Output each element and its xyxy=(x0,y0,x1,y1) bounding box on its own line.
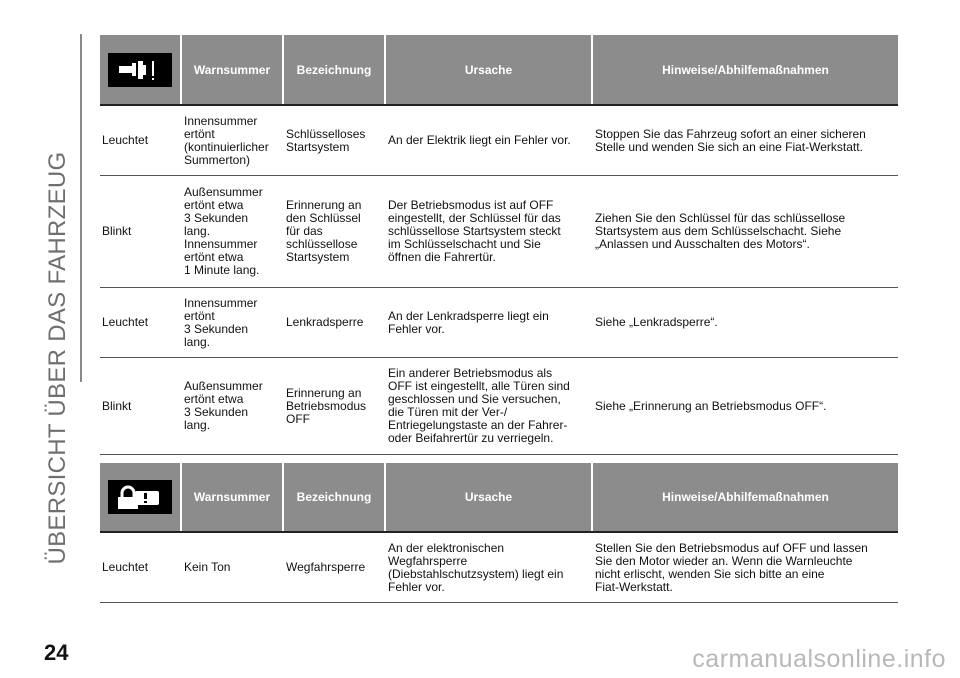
name-cell: Erinnerung an den Schlüssel für das schlüssellose Startsystem xyxy=(286,198,362,264)
buzzer-cell: Innensummer ertönt 3 Sekunden lang. xyxy=(184,295,258,349)
name-cell: Erinnerung an Betriebsmodus OFF xyxy=(286,385,367,426)
cause-cell: Ein anderer Betriebsmodus als OFF ist eingestellt, alle Türen sind geschlossen und Sie versuchen, die Türen mit der Ver-/ Entriegelungstaste an der Fahrer- oder Beifahrertür zu verriegeln. xyxy=(388,366,570,445)
table-row xyxy=(100,176,898,288)
action-cell: Siehe „Erinnerung an Betriebsmodus OFF“. xyxy=(595,398,827,413)
chapter-side-title: ÜBERSICHT ÜBER DAS FAHRZEUG xyxy=(44,151,71,565)
warning-table-immobilizer xyxy=(100,463,898,603)
status-cell: Blinkt xyxy=(102,224,132,238)
buzzer-cell: Innensummer ertönt (kontinuierlicher Summerton) xyxy=(184,113,269,167)
icon-header-cell xyxy=(100,463,182,531)
header-bezeichnung: Bezeichnung xyxy=(284,463,386,531)
table-row xyxy=(100,288,898,358)
table-header xyxy=(100,35,898,106)
name-cell: Lenkradsperre xyxy=(286,315,364,329)
table-row xyxy=(100,533,898,603)
header-ursache: Ursache xyxy=(386,35,593,104)
name-cell: Wegfahrsperre xyxy=(286,560,366,574)
table-header xyxy=(100,463,898,533)
watermark: carmanualsonline.info xyxy=(692,645,946,673)
table-row xyxy=(100,106,898,176)
status-cell: Leuchtet xyxy=(102,560,149,574)
name-cell: Schlüsselloses Startsystem xyxy=(286,126,366,154)
action-cell: Stellen Sie den Betriebsmodus auf OFF und lassen Sie den Motor wieder an. Wenn die Warnleuchte nicht erlischt, wenden Sie sich bitte an eine Fiat-Werkstatt. xyxy=(595,540,868,594)
header-warnsummer: Warnsummer xyxy=(182,35,284,104)
page-number: 24 xyxy=(44,640,69,665)
key-system-warning-icon xyxy=(108,53,172,87)
immobilizer-lock-icon xyxy=(108,480,172,514)
header-hinweise: Hinweise/Abhilfemaßnahmen xyxy=(593,35,898,104)
action-cell: Siehe „Lenkradsperre“. xyxy=(595,315,718,329)
table-row xyxy=(100,358,898,455)
action-cell: Ziehen Sie den Schlüssel für das schlüssellose Startsystem aus dem Schlüsselschacht. Siehe „Anlassen und Ausschalten des Motors“. xyxy=(595,211,846,251)
buzzer-cell: Außensummer ertönt etwa 3 Sekunden lang. xyxy=(184,379,263,432)
buzzer-cell: Kein Ton xyxy=(184,560,231,574)
cause-cell: An der elektronischen Wegfahrsperre (Diebstahlschutzsystem) liegt ein Fehler vor. xyxy=(388,540,564,594)
header-hinweise: Hinweise/Abhilfemaßnahmen xyxy=(593,463,898,531)
status-cell: Leuchtet xyxy=(102,133,149,147)
icon-header-cell xyxy=(100,35,182,104)
cause-cell: An der Lenkradsperre liegt ein Fehler vor. xyxy=(388,308,549,336)
chapter-side-rule xyxy=(80,34,82,382)
cause-cell: Der Betriebsmodus ist auf OFF eingestellt, der Schlüssel für das schlüssellose Startsystem steckt im Schlüsselschacht und Sie öffnen die Fahrertür. xyxy=(388,198,561,264)
warning-table-keyless xyxy=(100,35,898,455)
header-ursache: Ursache xyxy=(386,463,593,531)
action-cell: Stoppen Sie das Fahrzeug sofort an einer sicheren Stelle und wenden Sie sich an eine Fiat-Werkstatt. xyxy=(595,126,866,154)
cause-cell: An der Elektrik liegt ein Fehler vor. xyxy=(388,133,571,147)
header-warnsummer: Warnsummer xyxy=(182,463,284,531)
buzzer-cell: Außensummer ertönt etwa 3 Sekunden lang. Innensummer ertönt etwa 1 Minute lang. xyxy=(184,185,263,277)
header-bezeichnung: Bezeichnung xyxy=(284,35,386,104)
status-cell: Blinkt xyxy=(102,398,132,413)
status-cell: Leuchtet xyxy=(102,315,149,329)
